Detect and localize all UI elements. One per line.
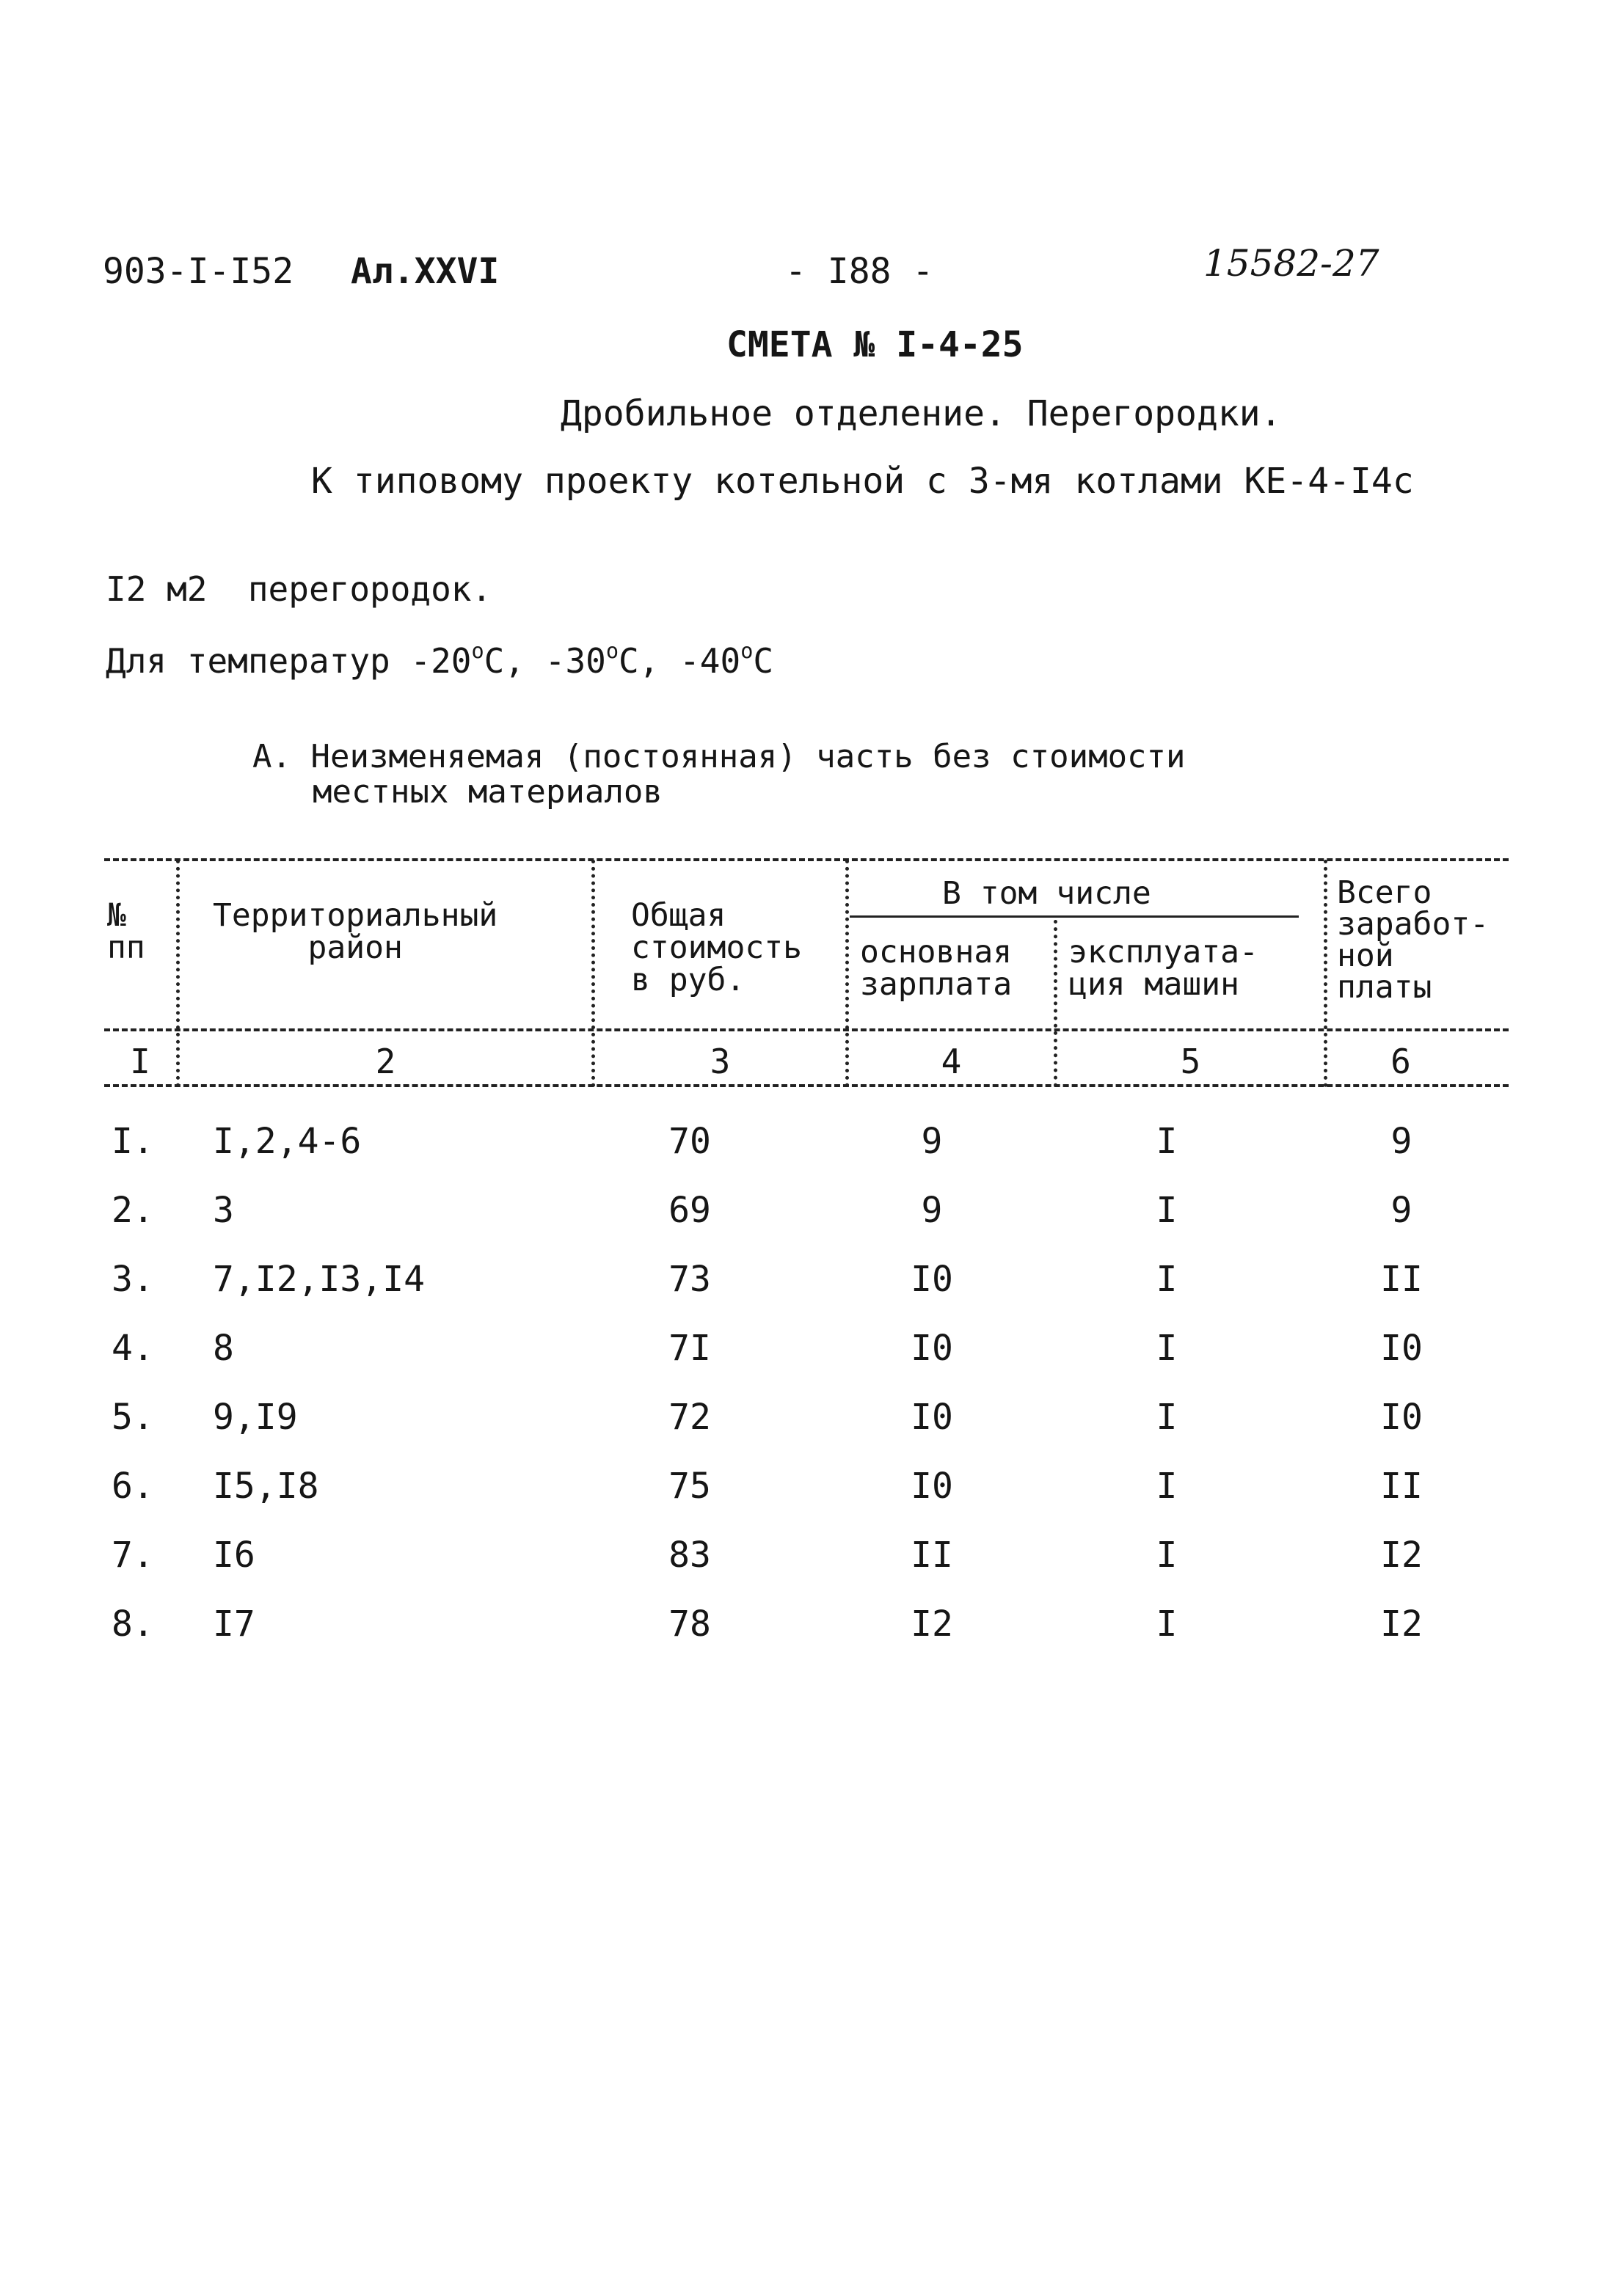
base-salary-cell: 9	[921, 1190, 943, 1231]
total-salary-cell: I0	[1380, 1328, 1423, 1369]
total-cost-cell: 75	[668, 1466, 711, 1507]
page-number: - I88 -	[785, 251, 934, 292]
total-salary-cell: I2	[1380, 1604, 1423, 1645]
machine-operation-cell: I	[1156, 1328, 1178, 1369]
base-salary-cell: II	[911, 1535, 953, 1576]
machine-operation-cell: I	[1156, 1121, 1178, 1162]
row-number: 7.	[112, 1535, 154, 1576]
row-number: 8.	[112, 1604, 154, 1645]
total-cost-cell: 83	[668, 1535, 711, 1576]
district-cell: 9,I9	[213, 1397, 298, 1438]
machine-operation-cell: I	[1156, 1397, 1178, 1438]
machine-operation-cell: I	[1156, 1535, 1178, 1576]
partition-area: I2 м2 перегородок.	[106, 569, 492, 609]
header-machine-operation: эксплуата- ция машин	[1068, 934, 1258, 1003]
district-cell: I7	[213, 1604, 255, 1645]
section-heading-line2: местных материалов	[313, 773, 663, 811]
header-total-salary: Всего заработ- ной платы	[1337, 874, 1490, 1006]
base-salary-cell: I0	[911, 1466, 953, 1507]
column-number: 3	[710, 1042, 731, 1081]
base-salary-cell: I0	[911, 1328, 953, 1369]
total-cost-cell: 73	[668, 1259, 711, 1300]
machine-operation-cell: I	[1156, 1604, 1178, 1645]
base-salary-cell: I0	[911, 1397, 953, 1438]
header-group-including: В том числе	[942, 875, 1151, 912]
base-salary-cell: I2	[911, 1604, 953, 1645]
table-numbers-rule	[104, 1084, 1509, 1087]
district-cell: 3	[213, 1190, 234, 1231]
header-number: № пп	[107, 897, 145, 966]
album-number: Ал.XXVI	[351, 251, 500, 292]
total-salary-cell: I2	[1380, 1535, 1423, 1576]
table-header-rule	[104, 1028, 1509, 1031]
total-salary-cell: II	[1380, 1259, 1423, 1300]
machine-operation-cell: I	[1156, 1190, 1178, 1231]
row-number: 3.	[112, 1259, 154, 1300]
total-salary-cell: 9	[1390, 1121, 1412, 1162]
header-total-cost: Общая стоимость в руб.	[631, 897, 802, 998]
district-cell: I6	[213, 1535, 255, 1576]
group-rule	[850, 915, 1299, 918]
handwritten-number: 15582-27	[1203, 242, 1379, 285]
section-heading-line1: А. Неизменяемая (постоянная) часть без стоимости	[252, 738, 1186, 775]
machine-operation-cell: I	[1156, 1466, 1178, 1507]
total-cost-cell: 7I	[668, 1328, 711, 1369]
row-number: 5.	[112, 1397, 154, 1438]
column-number: 5	[1180, 1042, 1201, 1081]
row-number: 2.	[112, 1190, 154, 1231]
table-top-rule	[104, 858, 1509, 861]
header-base-salary: основная зарплата	[860, 934, 1013, 1003]
total-salary-cell: I0	[1380, 1397, 1423, 1438]
row-number: I.	[112, 1121, 154, 1162]
total-salary-cell: 9	[1390, 1190, 1412, 1231]
machine-operation-cell: I	[1156, 1259, 1178, 1300]
total-cost-cell: 70	[668, 1121, 711, 1162]
district-cell: I,2,4-6	[213, 1121, 362, 1162]
district-cell: I5,I8	[213, 1466, 319, 1507]
base-salary-cell: 9	[921, 1121, 943, 1162]
document-code: 903-I-I52	[103, 251, 294, 292]
column-number: 4	[941, 1042, 962, 1081]
column-number: 6	[1390, 1042, 1411, 1081]
column-number: 2	[375, 1042, 396, 1081]
district-cell: 7,I2,I3,I4	[213, 1259, 425, 1300]
total-salary-cell: II	[1380, 1466, 1423, 1507]
base-salary-cell: I0	[911, 1259, 953, 1300]
row-number: 4.	[112, 1328, 154, 1369]
header-district: Территориальный район	[213, 897, 498, 966]
total-cost-cell: 69	[668, 1190, 711, 1231]
total-cost-cell: 72	[668, 1397, 711, 1438]
estimate-title: СМЕТА № I-4-25	[726, 324, 1024, 365]
project-reference: К типовому проекту котельной с 3-мя котлами КЕ-4-I4с	[311, 461, 1414, 502]
total-cost-cell: 78	[668, 1604, 711, 1645]
temperature-line: Для температур -20$^o$C, -30$^o$C, -40$^o$C	[106, 639, 774, 681]
district-cell: 8	[213, 1328, 234, 1369]
estimate-subtitle: Дробильное отделение. Перегородки.	[561, 393, 1282, 434]
column-number: I	[130, 1042, 150, 1081]
row-number: 6.	[112, 1466, 154, 1507]
